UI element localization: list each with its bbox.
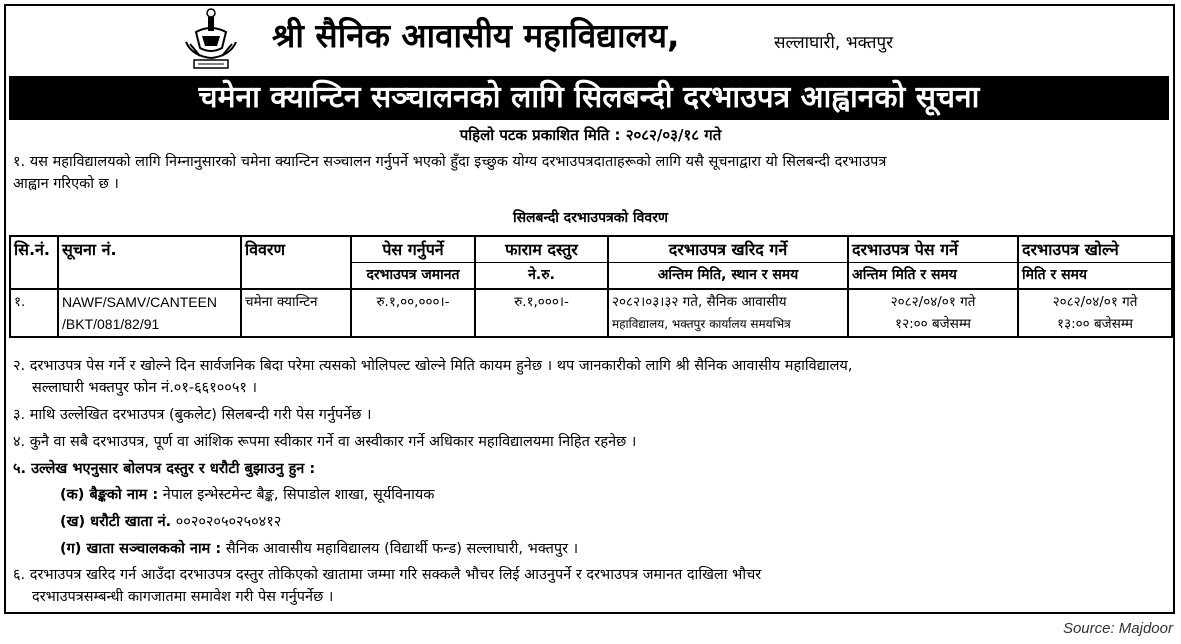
cell-submit: २०८२/०४/०१ गते १२:०० बजेसम्म [848, 289, 1018, 337]
tender-table [9, 235, 1173, 338]
point-5-holder: (ग) खाता सञ्चालकको नाम : सैनिक आवासीय महाविद्यालय (विद्यार्थी फन्ड) सल्लाघारी, भक्तपुर । [60, 541, 579, 557]
notice-header [178, 6, 938, 74]
point-6-line-2: दरभाउपत्रसम्बन्धी कागजातमा समावेश गरी पेस गर्नुपर्नेछ । [32, 589, 334, 605]
intro-line-1: १. यस महाविद्यालयको लागि निम्नानुसारको चमेना क्यान्टिन सञ्चालन गर्नुपर्ने भएको हुँदा इच्छुक योग्य दरभाउपत्रदाताहरूको लागि यसै सूचनाद्वारा यो सिलबन्दी दरभाउपत्र [13, 154, 887, 170]
cell-notice-no: NAWF/SAMV/CANTEEN /BKT/081/82/91 [58, 289, 241, 337]
cell-form-fee: रु.१,०००।- [475, 289, 608, 337]
army-emblem-icon [182, 6, 240, 72]
header-form-fee: फाराम दस्तुर ने.रु. [475, 236, 608, 289]
header-open: दरभाउपत्र खोल्ने मिति र समय [1018, 236, 1172, 289]
point-6-line-1: ६. दरभाउपत्र खरिद गर्न आउँदा दरभाउपत्र दस्तुर तोकिएको खातामा जम्मा गरि सक्कलै भौचर लिई आउनुपर्ने र दरभाउपत्र जमानत दाखिला भौचर [13, 567, 762, 583]
notice-title: चमेना क्यान्टिन सञ्चालनको लागि सिलबन्दी दरभाउपत्र आह्वानको सूचना [9, 76, 1169, 120]
publish-date: पहिलो पटक प्रकाशित मिति : २०८२/०३/१८ गते [459, 126, 722, 144]
cell-bid-security: रु.१,००,०००।- [351, 289, 475, 337]
point-2-line-1: २. दरभाउपत्र पेस गर्ने र खोल्ने दिन सार्वजनिक बिदा परेमा त्यसको भोलिपल्ट खोल्ने मिति कायम हुनेछ । थप जानकारीको लागि श्री सैनिक आवासीय महाविद्यालय, [13, 358, 853, 374]
point-5-account: (ख) धरौटी खाता नं. ००२०२०५०२५०४१२ [60, 514, 282, 530]
point-4: ४. कुनै वा सबै दरभाउपत्र, पूर्ण वा आंशिक रूपमा स्वीकार गर्ने वा अस्वीकार गर्ने अधिकार महाविद्यालयमा निहित रहनेछ । [13, 434, 637, 450]
intro-line-2: आह्वान गरिएको छ । [13, 176, 119, 192]
point-3: ३. माथि उल्लेखित दरभाउपत्र (बुकलेट) सिलबन्दी गरी पेस गर्नुपर्नेछ । [13, 407, 372, 423]
header-submit: दरभाउपत्र पेस गर्ने अन्तिम मिति र समय [848, 236, 1018, 289]
header-description: विवरण [241, 236, 351, 289]
header-purchase: दरभाउपत्र खरिद गर्ने अन्तिम मिति, स्थान र समय [608, 236, 848, 289]
header-notice-no: सूचना नं. [58, 236, 241, 289]
point-5-bank: (क) बैङ्कको नाम : नेपाल इन्भेस्टमेन्ट बैङ्क, सिपाडोल शाखा, सूर्यविनायक [60, 487, 435, 503]
header-sn: सि.नं. [10, 236, 58, 289]
table-row [10, 289, 1172, 337]
table-header-row [10, 236, 1172, 289]
point-2-line-2: सल्लाघारी भक्तपुर फोन नं.०१-६६१००५१ । [32, 380, 257, 396]
institution-address: सल्लाघारी, भक्तपुर [774, 33, 894, 53]
point-5: ५. उल्लेख भएनुसार बोलपत्र दस्तुर र धरौटी बुझाउनु हुन : [13, 461, 316, 477]
source-credit: Source: Majdoor [1062, 620, 1173, 637]
cell-purchase: २०८२।०३।३२ गते, सैनिक आवासीय महाविद्यालय, भक्तपुर कार्यालय समयभित्र [608, 289, 848, 337]
cell-open: २०८२/०४/०१ गते १३:०० बजेसम्म [1018, 289, 1172, 337]
cell-sn: १. [10, 289, 58, 337]
institution-name: श्री सैनिक आवासीय महाविद्यालय, [272, 16, 680, 55]
cell-description: चमेना क्यान्टिन [241, 289, 351, 337]
table-title: सिलबन्दी दरभाउपत्रको विवरण [512, 210, 669, 226]
header-bid-security: पेस गर्नुपर्ने दरभाउपत्र जमानत [351, 236, 475, 289]
